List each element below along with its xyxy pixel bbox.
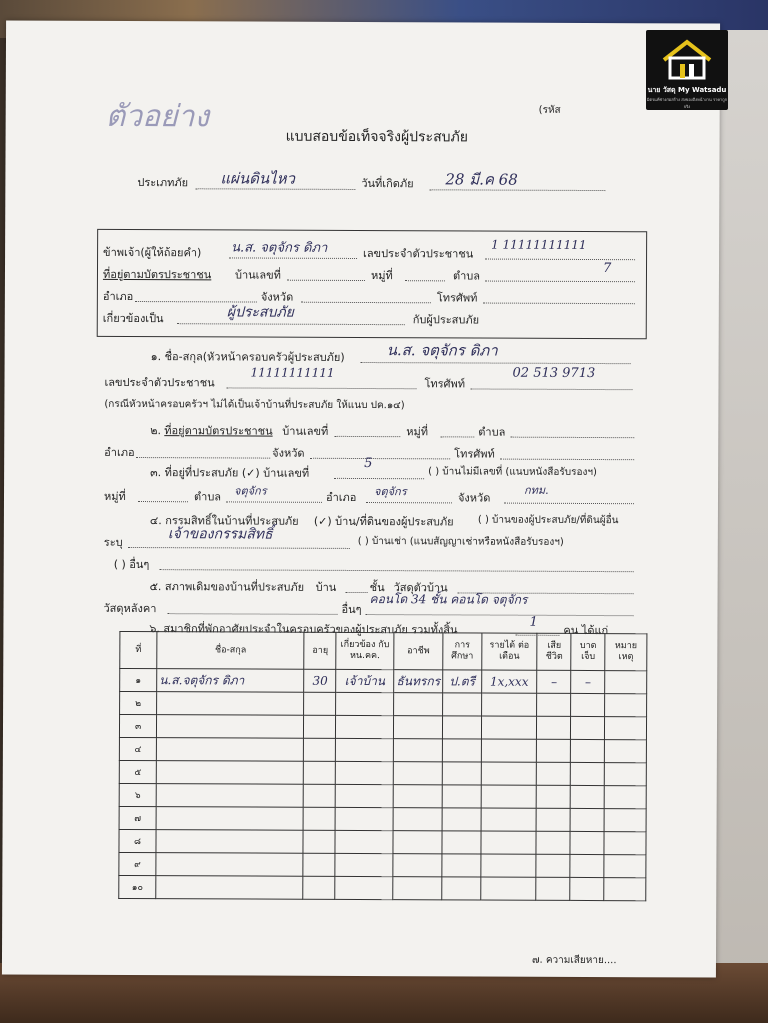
cell-no: ๙ bbox=[119, 852, 156, 875]
declarant-relation-suffix: กับผู้ประสบภัย bbox=[412, 313, 480, 327]
s6-total: 1 bbox=[529, 614, 538, 630]
s3-amphoe-label: อำเภอ bbox=[325, 490, 357, 504]
cell-deceased bbox=[537, 739, 571, 762]
cell-no: ๓ bbox=[119, 714, 156, 737]
cell-no: ๑๐ bbox=[119, 875, 156, 898]
s4-other-label: ( ) อื่นๆ bbox=[113, 557, 150, 572]
cell-relation bbox=[335, 807, 392, 830]
table-row bbox=[119, 737, 646, 762]
s3-tambon-value: จตุจักร bbox=[234, 484, 267, 498]
s3-province-label: จังหวัด bbox=[457, 491, 491, 505]
cell-age bbox=[303, 830, 335, 853]
s2-label: ที่อยู่ตามบัตรประชาชน bbox=[164, 424, 273, 438]
cell-injured: – bbox=[571, 670, 605, 693]
cell-deceased bbox=[536, 831, 570, 854]
declarant-moo-line bbox=[405, 280, 445, 281]
s3-tambon-label: ตำบล bbox=[193, 490, 222, 504]
s3-moo-label: หมู่ที่ bbox=[103, 489, 126, 503]
cell-occupation bbox=[393, 693, 443, 716]
cell-name bbox=[157, 715, 304, 739]
s1-phone-label: โทรศัพท์ bbox=[424, 377, 466, 391]
form-paper bbox=[2, 20, 720, 977]
s4-other-line bbox=[160, 569, 634, 572]
s3-tambon-line bbox=[226, 501, 322, 502]
declarant-tambon-label: ตำบล bbox=[452, 269, 481, 283]
declarant-label: ข้าพเจ้า(ผู้ให้ถ้อยคำ) bbox=[103, 245, 202, 260]
declarant-name: น.ส. จตุจักร ดิภา bbox=[231, 240, 328, 256]
s1-label: ๑. ชื่อ-สกุล(หัวหน้าครอบครัวผู้ประสบภัย) bbox=[150, 350, 345, 364]
cell-injured bbox=[571, 693, 605, 716]
disaster-type-label: ประเภทภัย bbox=[137, 176, 189, 190]
s2-tambon-label: ตำบล bbox=[478, 425, 506, 439]
s2-amphoe-line bbox=[136, 457, 270, 459]
table-row bbox=[120, 691, 647, 716]
cell-age bbox=[304, 738, 336, 761]
cell-relation bbox=[336, 784, 393, 807]
s6-suffix: คน ได้แก่ bbox=[563, 623, 609, 638]
s4-rent-label: ( ) บ้านเช่า (แนบสัญญาเช่าหรือหนังสือรับรองฯ) bbox=[357, 535, 564, 548]
cell-injured bbox=[570, 808, 604, 831]
declarant-id-label: เลขประจำตัวประชาชน bbox=[363, 247, 474, 261]
s2-moo-label: หมู่ที่ bbox=[406, 425, 429, 439]
cell-occupation bbox=[393, 739, 443, 762]
logo bbox=[646, 30, 728, 110]
s4-label: ๔. กรรมสิทธิ์ในบ้านที่ประสบภัย bbox=[149, 514, 299, 528]
cell-age bbox=[304, 807, 336, 830]
cell-remark bbox=[604, 809, 646, 832]
col-no: ที่ bbox=[120, 631, 157, 668]
s5-roof-line bbox=[167, 613, 337, 615]
s3-house-value: 5 bbox=[364, 456, 373, 472]
cell-deceased bbox=[537, 716, 571, 739]
cell-no: ๔ bbox=[119, 737, 156, 760]
members-body bbox=[119, 668, 647, 900]
house-logo-icon bbox=[660, 38, 714, 80]
s2-amphoe-label: อำเภอ bbox=[104, 445, 135, 460]
cell-age bbox=[303, 876, 335, 899]
cell-name bbox=[156, 853, 303, 877]
s5-roof-label: วัสดุหลังคา bbox=[103, 601, 157, 616]
s6-label: ๖. สมาชิกที่พักอาศัยประจำในครอบครัวของผู้ประสบภัย รวมทั้งสิ้น bbox=[149, 622, 458, 637]
cell-occupation bbox=[393, 762, 443, 785]
cell-income bbox=[481, 808, 537, 831]
cell-income bbox=[481, 762, 537, 785]
cell-income bbox=[481, 831, 537, 854]
cell-age bbox=[303, 853, 335, 876]
cell-remark bbox=[605, 694, 647, 717]
declarant-house-label: บ้านเลขที่ bbox=[234, 268, 281, 282]
cell-injured bbox=[570, 831, 604, 854]
declarant-province-label: จังหวัด bbox=[260, 290, 294, 304]
s3-house-line bbox=[334, 478, 424, 479]
declarant-tambon-mark: 7 bbox=[602, 261, 612, 277]
date-value: 28 มี.ค 68 bbox=[445, 170, 518, 189]
s4-opt1: (✓) บ้าน/ที่ดินของผู้ประสบภัย bbox=[313, 514, 454, 529]
cell-age: 30 bbox=[304, 669, 336, 692]
cell-name bbox=[156, 830, 303, 854]
cell-injured bbox=[571, 716, 605, 739]
cell-income bbox=[480, 877, 536, 900]
s1-name: น.ส. จตุจักร ดิภา bbox=[386, 341, 498, 360]
members-table bbox=[118, 631, 647, 901]
col-remark: หมาย เหตุ bbox=[605, 634, 647, 671]
s3-province-value: กทม. bbox=[524, 483, 549, 497]
form-title: แบบสอบข้อเท็จจริงผู้ประสบภัย bbox=[285, 128, 469, 146]
s5-floors-label: ชั้น bbox=[369, 581, 385, 595]
cell-education bbox=[443, 716, 481, 739]
table-row bbox=[119, 829, 646, 854]
cell-remark bbox=[604, 786, 646, 809]
col-occupation: อาชีพ bbox=[394, 633, 444, 670]
cell-no: ๖ bbox=[119, 783, 156, 806]
cell-remark bbox=[604, 878, 646, 901]
s5-other-label: อื่นๆ bbox=[341, 602, 362, 617]
declarant-amphoe-label: อำเภอ bbox=[102, 289, 134, 304]
s3-amphoe-line bbox=[366, 502, 452, 503]
declarant-addr-label: ที่อยู่ตามบัตรประชาชน bbox=[102, 267, 212, 282]
cell-income bbox=[481, 716, 537, 739]
s2-phone-label: โทรศัพท์ bbox=[454, 447, 495, 461]
logo-title: นาย วัสดุ My Watsadu bbox=[647, 86, 727, 94]
cell-income bbox=[481, 785, 537, 808]
cell-no: ๑ bbox=[120, 668, 157, 691]
declarant-relation-value: ผู้ประสบภัย bbox=[226, 304, 294, 321]
cell-occupation bbox=[393, 831, 443, 854]
cell-occupation bbox=[393, 808, 443, 831]
cell-education bbox=[442, 854, 480, 877]
cell-name: น.ส.จตุจักร ดิภา bbox=[157, 669, 304, 693]
declarant-phone-label: โทรศัพท์ bbox=[436, 291, 478, 305]
logo-subtitle: มิตรแท้ช่างก่อสร้าง ส่งของถึงหน้างาน ราคาถูกจริง bbox=[646, 97, 728, 109]
cell-injured bbox=[571, 739, 605, 762]
cell-occupation bbox=[393, 785, 443, 808]
cell-education bbox=[442, 831, 480, 854]
date-label: วันที่เกิดภัย bbox=[361, 176, 414, 191]
cell-remark bbox=[605, 763, 647, 786]
table-row bbox=[119, 852, 646, 877]
cell-injured bbox=[570, 877, 604, 900]
col-name: ชื่อ-สกุล bbox=[157, 632, 305, 670]
cell-education bbox=[443, 739, 481, 762]
s5-house-label: บ้าน bbox=[315, 580, 337, 594]
cell-deceased bbox=[537, 808, 571, 831]
cell-education bbox=[443, 762, 481, 785]
s5-other-value: คอนโด 34 ชั้น คอนโด จตุจักร bbox=[369, 592, 528, 607]
s3-no-number-label: ( ) บ้านไม่มีเลขที่ (แนบหนังสือรับรองฯ) bbox=[428, 466, 597, 479]
cell-name bbox=[156, 807, 303, 831]
cell-name bbox=[156, 784, 303, 808]
cell-deceased: – bbox=[537, 670, 571, 693]
cell-remark bbox=[605, 717, 647, 740]
cell-age bbox=[304, 715, 336, 738]
disaster-type-value: แผ่นดินไหว bbox=[220, 169, 295, 188]
declarant-moo-label: หมู่ที่ bbox=[370, 269, 393, 283]
cell-no: ๕ bbox=[119, 760, 156, 783]
s2-house-label: บ้านเลขที่ bbox=[282, 424, 329, 438]
table-header-row bbox=[120, 631, 647, 670]
cell-income bbox=[480, 854, 536, 877]
cell-name bbox=[157, 692, 304, 716]
cell-relation bbox=[335, 830, 392, 853]
table-row bbox=[119, 806, 646, 831]
s2-province-line bbox=[310, 458, 450, 460]
col-deceased: เสีย ชีวิต bbox=[537, 633, 571, 670]
cell-remark bbox=[605, 740, 647, 763]
s3-moo-line bbox=[138, 501, 188, 502]
cell-injured bbox=[570, 854, 604, 877]
s3-label: ๓. ที่อยู่ที่ประสบภัย (✓) บ้านเลขที่ bbox=[150, 466, 310, 480]
cell-relation bbox=[336, 761, 393, 784]
cell-income bbox=[481, 693, 537, 716]
s2-house-line bbox=[334, 436, 400, 437]
s2-prefix: ๒. bbox=[150, 424, 162, 438]
table-row bbox=[119, 875, 646, 900]
s4-opt2: ( ) บ้านของผู้ประสบภัย/ที่ดินผู้อื่น bbox=[477, 514, 619, 527]
cell-relation bbox=[336, 715, 393, 738]
cell-occupation bbox=[393, 854, 443, 877]
cell-name bbox=[156, 738, 303, 762]
cell-no: ๘ bbox=[119, 829, 156, 852]
cell-age bbox=[304, 761, 336, 784]
s1-phone-value: 02 513 9713 bbox=[512, 365, 596, 382]
s3-amphoe-value: จตุจักร bbox=[374, 485, 407, 499]
s1-note: (กรณีหัวหน้าครอบครัวฯ ไม่ได้เป็นเจ้าบ้านที่ประสบภัย ให้แนบ ปค.๑๔) bbox=[104, 398, 405, 412]
cell-deceased bbox=[536, 877, 570, 900]
s2-moo-line bbox=[440, 436, 474, 437]
declarant-relation-label: เกี่ยวข้องเป็น bbox=[102, 311, 164, 326]
cell-relation: เจ้าบ้าน bbox=[336, 669, 393, 692]
cell-no: ๗ bbox=[119, 806, 156, 829]
cell-relation bbox=[336, 738, 393, 761]
table-row bbox=[119, 760, 646, 785]
col-income: รายได้ ต่อเดือน bbox=[481, 633, 537, 670]
cell-income: 1x,xxx bbox=[481, 670, 537, 693]
s2-tambon-line bbox=[510, 437, 634, 439]
s5-body-label: วัสดุตัวบ้าน bbox=[393, 581, 448, 595]
s5-other-line bbox=[365, 614, 633, 616]
col-age: อายุ bbox=[304, 632, 336, 669]
s4-specify-label: ระบุ bbox=[103, 535, 123, 549]
cell-deceased bbox=[536, 854, 570, 877]
table-row bbox=[120, 668, 647, 693]
col-injured: บาด เจ็บ bbox=[571, 633, 605, 670]
cell-relation bbox=[335, 853, 392, 876]
cell-name bbox=[156, 761, 303, 785]
footer-text: ๗. ความเสียหาย.... bbox=[531, 954, 617, 967]
cell-age bbox=[304, 692, 336, 715]
s1-id-label: เลขประจำตัวประชาชน bbox=[104, 375, 215, 390]
cell-age bbox=[304, 784, 336, 807]
cell-education bbox=[442, 808, 480, 831]
cell-relation bbox=[336, 692, 393, 715]
cell-relation bbox=[335, 876, 392, 899]
cell-occupation bbox=[393, 716, 443, 739]
cell-no: ๒ bbox=[120, 691, 157, 714]
cell-income bbox=[481, 739, 537, 762]
cell-education bbox=[443, 693, 481, 716]
cell-name bbox=[156, 876, 303, 900]
s3-province-line bbox=[504, 503, 634, 505]
cell-deceased bbox=[537, 693, 571, 716]
cell-injured bbox=[571, 762, 605, 785]
cell-remark bbox=[604, 832, 646, 855]
cell-remark bbox=[605, 671, 647, 694]
col-relation: เกี่ยวข้อง กับ หน.คค. bbox=[336, 632, 394, 669]
cell-remark bbox=[604, 855, 646, 878]
s4-specify-line bbox=[128, 547, 350, 549]
s2-province-label: จังหวัด bbox=[272, 446, 305, 460]
col-education: การ ศึกษา bbox=[443, 633, 481, 670]
cell-education bbox=[442, 785, 480, 808]
s4-owner-value: เจ้าของกรรมสิทธิ์ bbox=[167, 526, 273, 543]
cell-education bbox=[442, 877, 480, 900]
code-label: (รหัส bbox=[538, 104, 561, 116]
cell-occupation bbox=[393, 877, 443, 900]
s2-phone-line bbox=[500, 459, 634, 461]
s1-phone-line bbox=[470, 388, 632, 390]
cell-education: ป.ตรี bbox=[443, 670, 481, 693]
table-row bbox=[119, 783, 646, 808]
cell-deceased bbox=[537, 785, 571, 808]
cell-deceased bbox=[537, 762, 571, 785]
cell-injured bbox=[571, 785, 605, 808]
s1-id-value: 11111111111 bbox=[250, 365, 335, 380]
table-row bbox=[119, 714, 646, 739]
s1-id-line bbox=[226, 387, 416, 389]
declarant-id-value: 1 11111111111 bbox=[491, 237, 587, 252]
s5-house-line bbox=[346, 592, 368, 593]
cell-occupation: ธันทรกร bbox=[393, 670, 443, 693]
s5-label: ๕. สภาพเดิมของบ้านที่ประสบภัย bbox=[149, 580, 305, 594]
sample-stamp: ตัวอย่าง bbox=[105, 98, 210, 135]
